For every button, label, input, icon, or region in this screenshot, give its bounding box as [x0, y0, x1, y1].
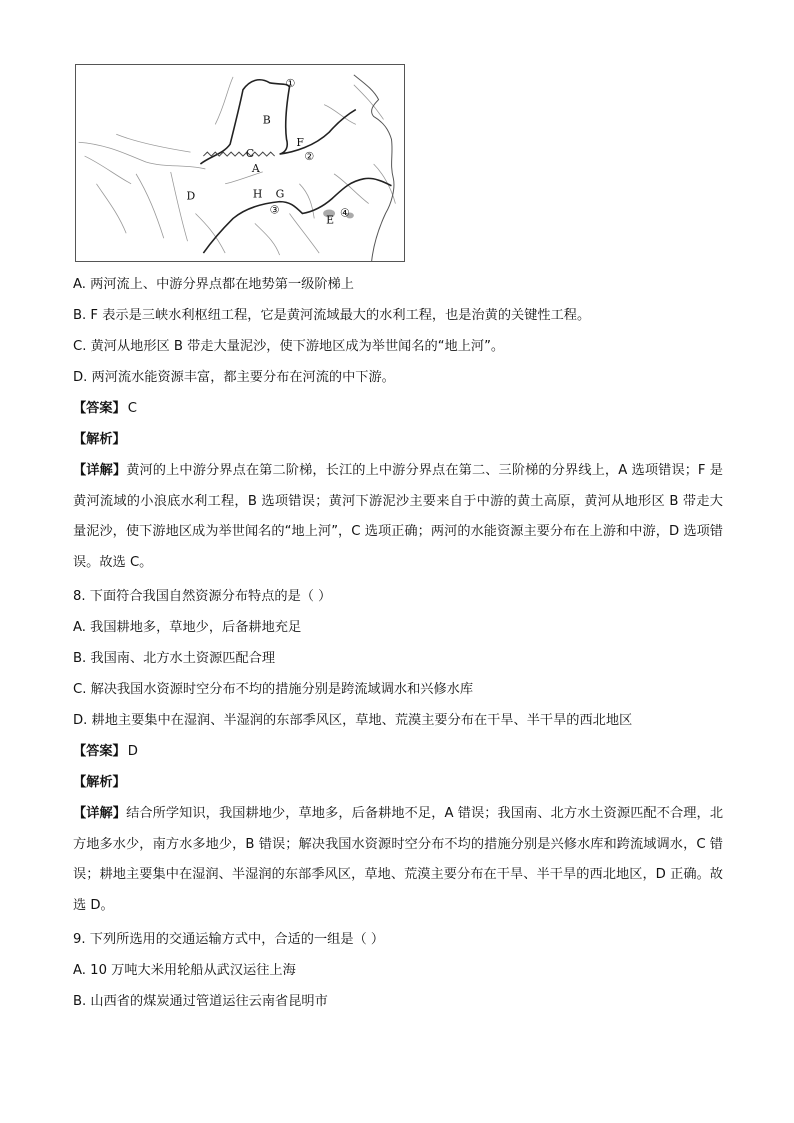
map-label-h: H: [252, 187, 263, 201]
map-label-n2: ②: [304, 150, 315, 164]
q7-detail-text: 黄河的上中游分界点在第二阶梯，长江的上中游分界点在第二、三阶梯的分界线上，A 选项错误；F 是黄河流域的小浪底水利工程，B 选项错误；黄河下游泥沙主要来自于中游的黄土高原，黄河从地形区 B 带走大量泥沙，使下游地区成为举世闻名的“地上河”，C 选项正确；两河的水能资源主要分布在上游和中游，D 选项错误。故选 C。: [73, 463, 723, 570]
q9-option-b: B. 山西省的煤炭通过管道运往云南省昆明市: [73, 994, 328, 1009]
q7-option-a: A. 两河流上、中游分界点都在地势第一级阶梯上: [73, 277, 354, 292]
map-label-g: G: [275, 187, 285, 201]
map-label-n3: ③: [269, 203, 280, 217]
q7-option-b: B. F 表示是三峡水利枢纽工程，它是黄河流域最大的水利工程，也是治黄的关键性工程。: [73, 308, 591, 323]
map-label-e: E: [326, 213, 335, 227]
q8-detail-tag: 【详解】: [73, 806, 127, 821]
q7-option-d: D. 两河流水能资源丰富，都主要分布在河流的中下游。: [73, 370, 395, 385]
q7-analysis-label: 【解析】: [73, 432, 126, 447]
q8-detail-text: 结合所学知识，我国耕地少，草地多，后备耕地不足，A 错误；我国南、北方水土资源匹配不合理，北方地多水少，南方水多地少，B 错误；解决我国水资源时空分布不均的措施分别是兴修水库和跨流域调水，C 错误；耕地主要集中在湿润、半湿润的东部季风区，草地、荒漠主要分布在干旱、半干旱的西北地区，D 正确。故选 D。: [73, 806, 724, 913]
yangtze-river: [203, 178, 391, 253]
map-coastline: [354, 75, 394, 261]
q8-option-c: C. 解决我国水资源时空分布不均的措施分别是跨流域调水和兴修水库: [73, 682, 474, 697]
q8-answer: [73, 742, 138, 762]
map-label-b: B: [262, 113, 271, 127]
q9-stem: 9. 下列所选用的交通运输方式中，合适的一组是（ ）: [73, 932, 385, 947]
map-tributaries: [79, 77, 396, 255]
map-label-f: F: [296, 136, 304, 150]
q7-detail: [73, 456, 723, 578]
map-label-a: A: [251, 161, 260, 175]
q7-answer: [73, 399, 137, 419]
map-label-d: D: [186, 189, 196, 203]
river-map-figure: [75, 64, 405, 262]
q8-option-b: B. 我国南、北方水土资源匹配合理: [73, 651, 276, 666]
yellow-river: [200, 80, 355, 164]
q9-option-a: A. 10 万吨大米用轮船从武汉运往上海: [73, 963, 296, 978]
q8-analysis-tag: [73, 773, 126, 793]
q7-analysis-tag: [73, 430, 126, 450]
q7-answer-tag: 【答案】: [73, 401, 126, 416]
q8-answer-tag: 【答案】: [73, 744, 126, 759]
q8-option-d: D. 耕地主要集中在湿润、半湿润的东部季风区，草地、荒漠主要分布在干旱、半干旱的西北地区: [73, 713, 633, 728]
map-label-n4: ④: [339, 206, 350, 220]
q7-detail-tag: 【详解】: [73, 463, 127, 478]
map-label-n1: ①: [285, 76, 296, 90]
q8-stem: 8. 下面符合我国自然资源分布特点的是（ ）: [73, 589, 332, 604]
q7-answer-value: C: [127, 401, 137, 416]
q8-option-a: A. 我国耕地多，草地少，后备耕地充足: [73, 620, 302, 635]
q7-option-c: C. 黄河从地形区 B 带走大量泥沙，使下游地区成为举世闻名的“地上河”。: [73, 339, 505, 354]
q8-detail: [73, 799, 723, 921]
q8-analysis-label: 【解析】: [73, 775, 126, 790]
map-label-c: C: [245, 147, 255, 161]
q8-answer-value: D: [127, 744, 138, 759]
river-map: [76, 65, 404, 261]
